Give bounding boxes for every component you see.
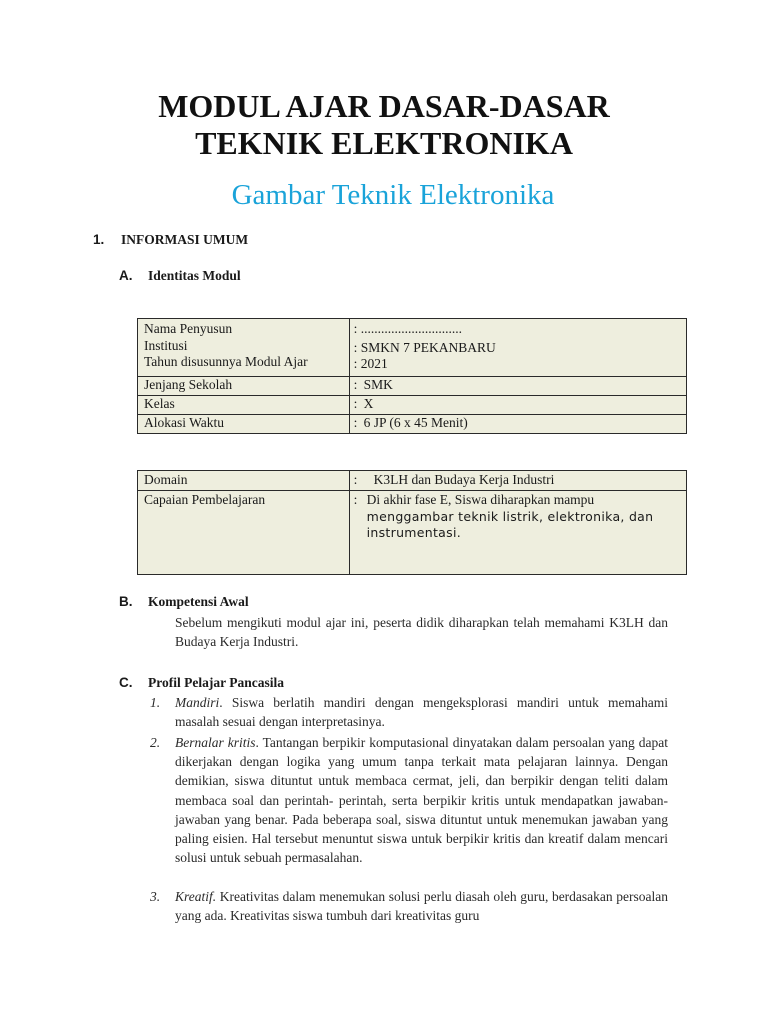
- section-c-number: C.: [119, 675, 133, 690]
- list-item-term: Mandiri: [175, 695, 220, 710]
- cp-value-line-2: menggambar teknik listrik, elektronika, dan: [366, 508, 654, 524]
- document-title: [0, 88, 768, 162]
- cp-value-line-1: Di akhir fase E, Siswa diharapkan mampu: [366, 492, 595, 507]
- cp-value-line-3: instrumentasi.: [366, 525, 462, 540]
- domain-value: K3LH dan Budaya Kerja Industri: [373, 472, 555, 487]
- cp-label: Capaian Pembelajaran: [138, 491, 350, 575]
- section-c-heading: [119, 675, 284, 691]
- list-item-number: 3.: [150, 889, 161, 904]
- label-institusi: Institusi: [144, 337, 188, 353]
- table-cell-labels: [138, 319, 350, 377]
- list-item: [150, 887, 668, 925]
- table-row: [138, 491, 687, 575]
- table-row: [138, 377, 687, 396]
- value-tahun: : 2021: [353, 356, 388, 371]
- list-item-term: Kreatif.: [175, 889, 217, 904]
- row-separator: :: [353, 396, 358, 411]
- section-1-heading: [93, 232, 248, 248]
- section-1-title: INFORMASI UMUM: [121, 232, 249, 247]
- row-value-cell: [349, 377, 686, 396]
- identitas-table: [137, 318, 687, 434]
- section-b-text: Sebelum mengikuti modul ajar ini, peserta didik diharapkan telah memahami K3LH dan Budaya Kerja Industri.: [175, 615, 668, 650]
- row-label: Jenjang Sekolah: [138, 377, 350, 396]
- row-separator: :: [353, 377, 358, 392]
- section-1-number: 1.: [93, 232, 105, 247]
- list-item-text: Kreativitas dalam menemukan solusi perlu diasah oleh guru, berdasakan persoalan yang ada. Kreativitas siswa tumbuh dari kreativitas guru: [175, 889, 668, 924]
- table-row: [138, 471, 687, 491]
- section-a-heading: [119, 268, 241, 284]
- table-row: [138, 319, 687, 377]
- section-b-title: Kompetensi Awal: [148, 594, 249, 609]
- row-value: SMK: [363, 377, 393, 392]
- row-label: Alokasi Waktu: [138, 415, 350, 434]
- label-penyusun: Nama Penyusun: [144, 321, 233, 336]
- title-line-1: MODUL AJAR DASAR-DASAR: [158, 88, 610, 124]
- domain-table: [137, 470, 687, 575]
- title-line-2: TEKNIK ELEKTRONIKA: [195, 125, 573, 161]
- table-row: [138, 396, 687, 415]
- cp-value-cell: [349, 491, 686, 575]
- row-value: X: [363, 396, 374, 411]
- domain-value-cell: [349, 471, 686, 491]
- row-value: 6 JP (6 x 45 Menit): [363, 415, 468, 430]
- list-item-number: 1.: [150, 695, 161, 710]
- row-label: Kelas: [138, 396, 350, 415]
- list-item: [150, 693, 668, 731]
- label-tahun: Tahun disusunnya Modul Ajar: [144, 354, 308, 369]
- value-institusi: : SMKN 7 PEKANBARU: [353, 339, 496, 355]
- section-a-title: Identitas Modul: [148, 268, 241, 283]
- value-penyusun: : ..............................: [353, 321, 462, 336]
- list-item-text: . Tantangan berpikir komputasional dinyatakan dalam persoalan yang dapat dikerjakan dengan logika yang umum tanpa terkait mata pelajaran lainnya. Dengan demikian, siswa dituntut untuk membaca cermat, jeli, dan berpikir dengan teliti dalam membaca soal dan perintah- perintah, serta berpikir kritis untuk mendapatkan jawaban-jawaban yang benar. Pada beberapa soal, siswa dituntut untuk menemukan jawaban yang paling eisien. Hal tersebut menuntut siswa untuk berpikir kritis dan kreatif dalam mencari solusi untuk sebuah permasalahan.: [175, 735, 668, 866]
- table-row: [138, 415, 687, 434]
- row-separator: :: [353, 415, 358, 430]
- list-item: [150, 733, 668, 867]
- row-value-cell: [349, 415, 686, 434]
- section-b-number: B.: [119, 594, 133, 609]
- list-item-text: . Siswa berlatih mandiri dengan mengeksplorasi mandiri untuk memahami masalah sesuai dengan interpretasinya.: [175, 695, 668, 730]
- document-subtitle: Gambar Teknik Elektronika: [231, 179, 555, 211]
- list-item-number: 2.: [150, 735, 161, 750]
- cp-separator: :: [353, 492, 358, 507]
- domain-label: Domain: [138, 471, 350, 491]
- domain-separator: :: [353, 472, 358, 487]
- table-cell-values: [349, 319, 686, 377]
- section-a-number: A.: [119, 268, 133, 283]
- section-b-heading: [119, 594, 249, 610]
- section-c-title: Profil Pelajar Pancasila: [148, 675, 284, 690]
- list-item-term: Bernalar kritis: [175, 735, 256, 750]
- row-value-cell: [349, 396, 686, 415]
